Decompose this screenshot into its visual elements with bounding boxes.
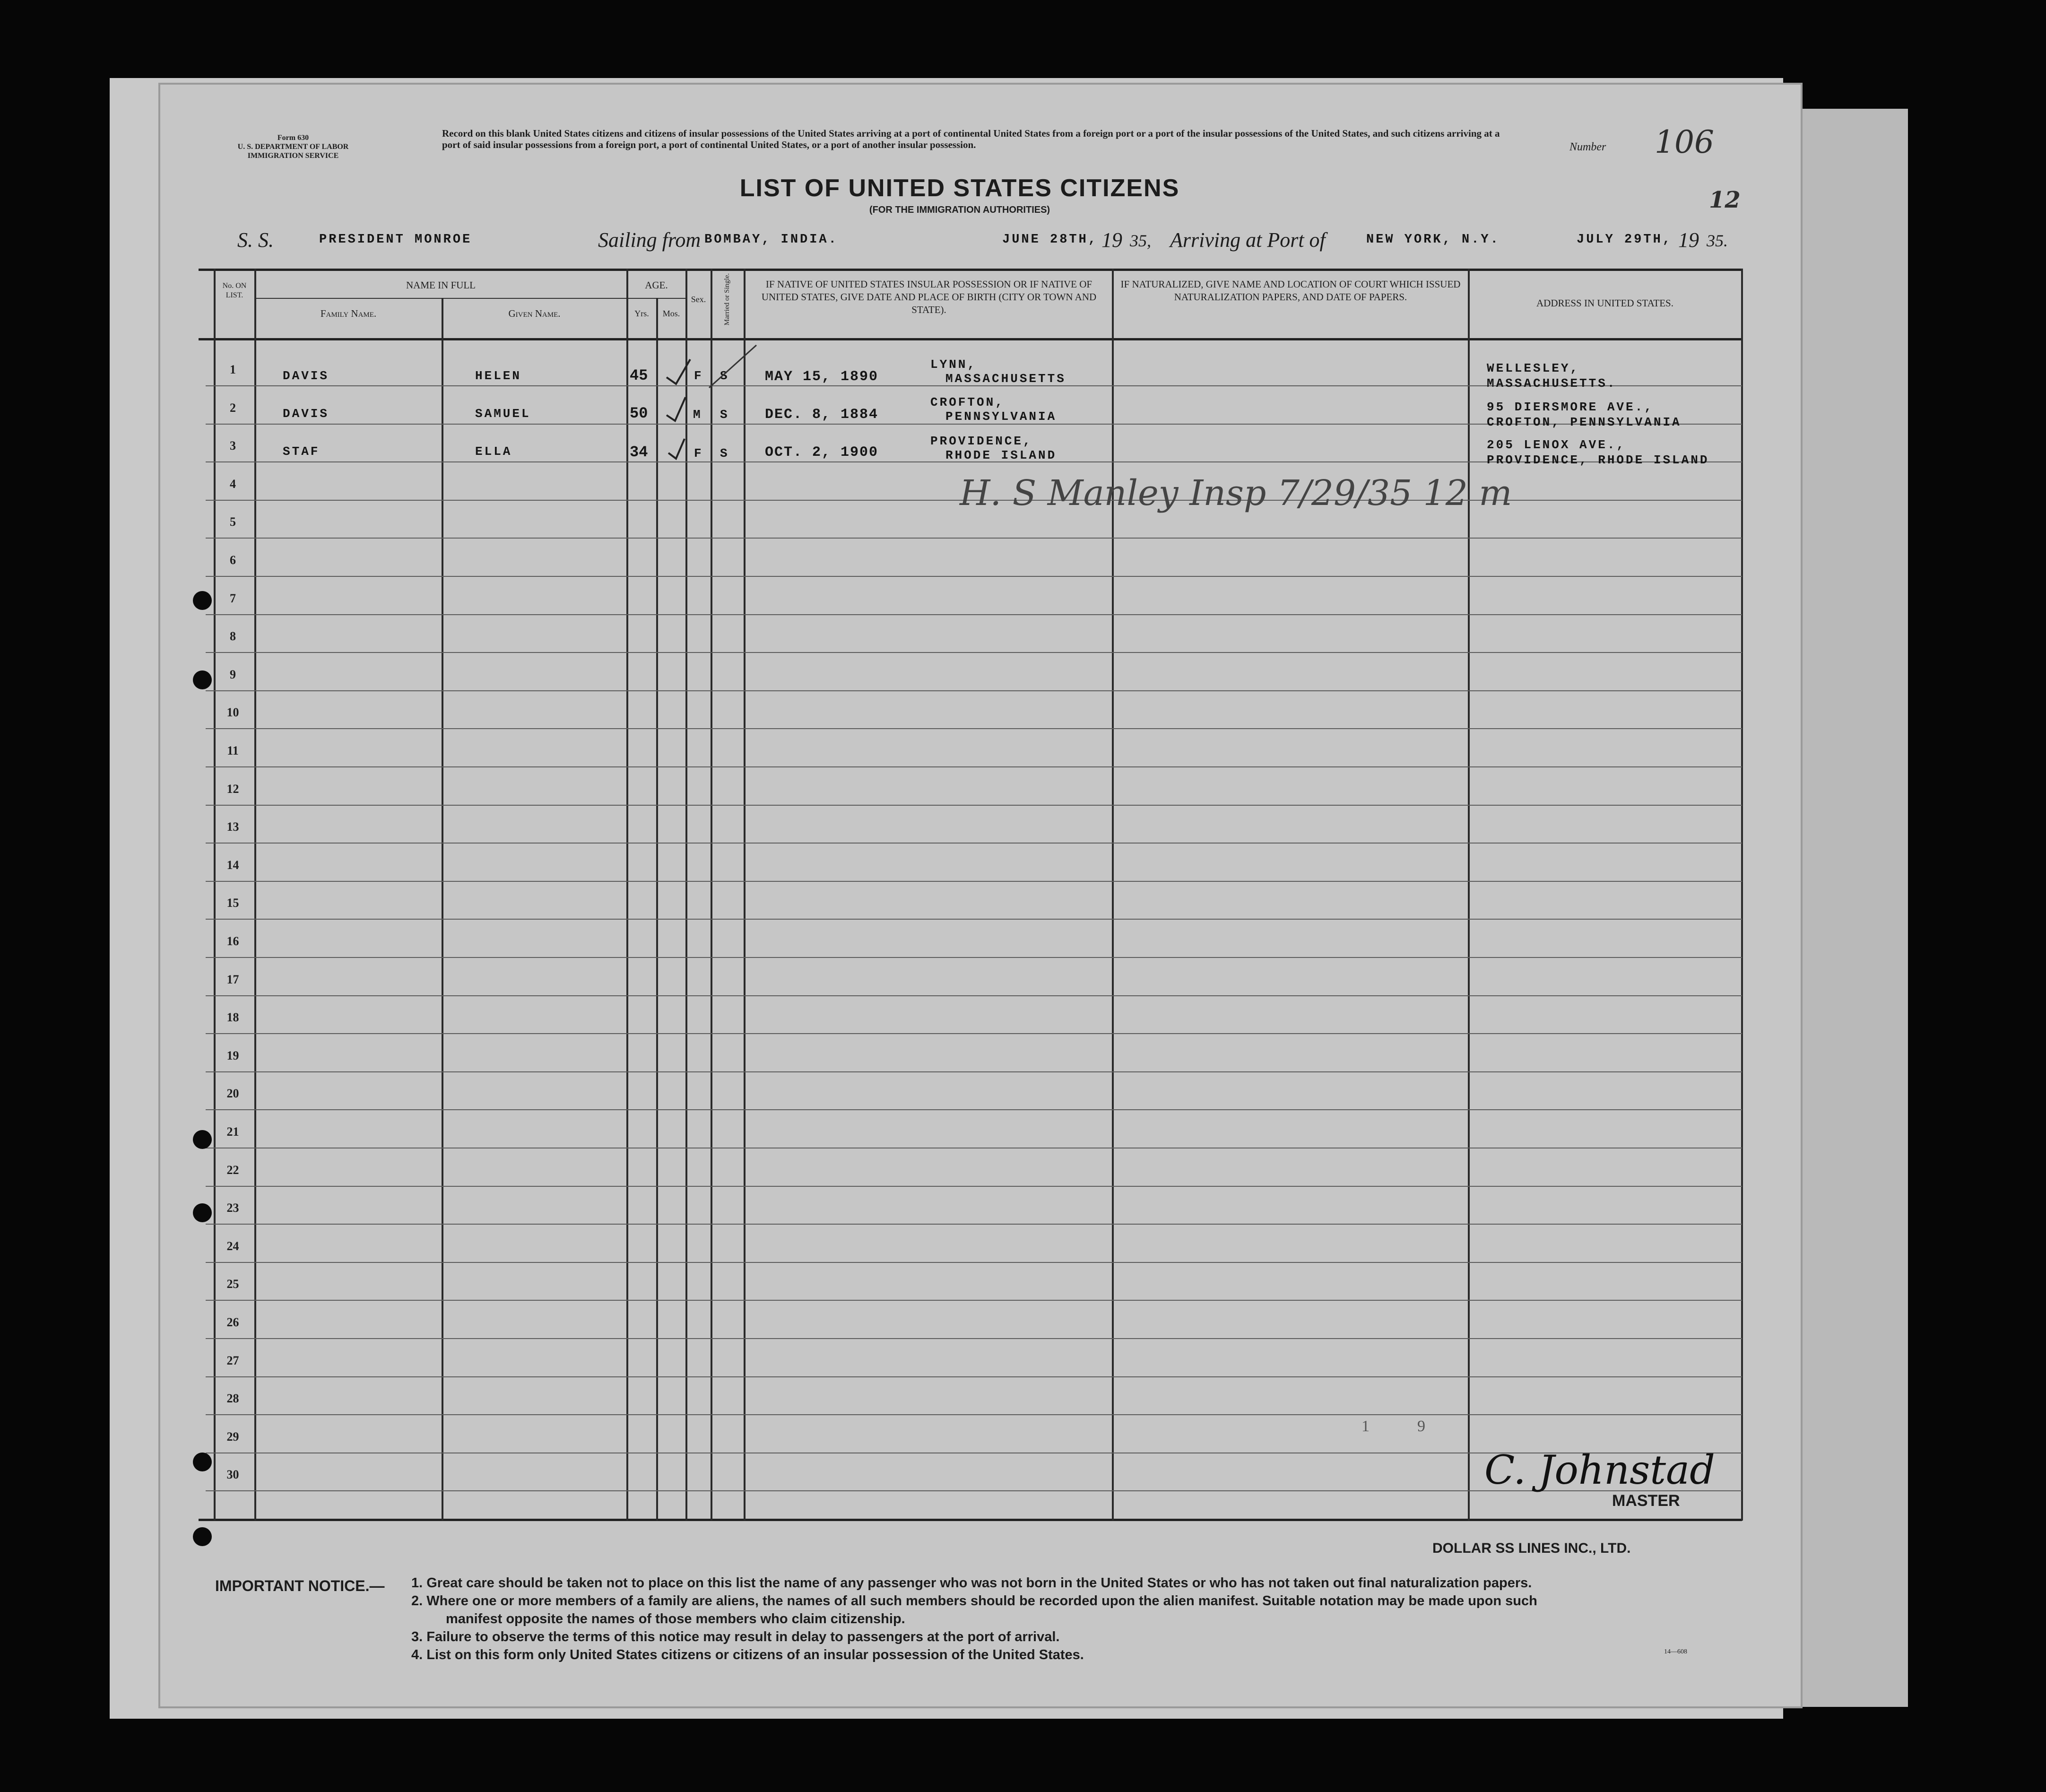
header-age: AGE. (645, 279, 668, 291)
header-address: ADDRESS IN UNITED STATES. (1536, 297, 1673, 309)
master-title: MASTER (1612, 1492, 1680, 1510)
row-number: 7 (230, 591, 236, 605)
binder-hole (193, 591, 212, 610)
binder-hole (193, 1527, 212, 1546)
table-bottom-border (199, 1519, 1742, 1521)
passenger-age-years: 45 (630, 367, 648, 384)
row-rule (206, 805, 1742, 806)
row-rule (206, 652, 1742, 653)
row-number: 12 (226, 782, 239, 796)
col-divider (254, 269, 256, 1521)
row-number: 1 (230, 363, 236, 376)
row-rule (206, 881, 1742, 882)
row-number: 21 (226, 1125, 239, 1139)
header-no-on-list: No. ON LIST. (222, 282, 247, 299)
passenger-given-name: SAMUEL (475, 407, 531, 421)
notice-item: 2. Where one or more members of a family are aliens, the names of all such members should be recorded upon the alien manifest. Suitable notation may be made upon such (411, 1593, 1537, 1609)
form-id-block (222, 133, 364, 160)
passenger-birth-state: RHODE ISLAND (945, 448, 1057, 462)
row-rule (206, 728, 1742, 729)
row-rule (206, 1376, 1742, 1377)
row-rule (206, 1224, 1742, 1225)
passenger-birth-state: PENNSYLVANIA (945, 409, 1057, 424)
row-number: 14 (226, 858, 239, 872)
row-number: 6 (230, 553, 236, 567)
inspector-annotation: H. S Manley Insp 7/29/35 12 m (960, 473, 1512, 513)
form-number: Form 630 (277, 134, 309, 142)
col-divider (626, 269, 628, 1521)
page-count-a: 1 (1361, 1418, 1370, 1435)
number-field (1569, 124, 1725, 160)
passenger-birth-state: MASSACHUSETTS (945, 372, 1066, 386)
number-label: Number (1569, 141, 1606, 153)
passenger-sex: F (694, 369, 703, 383)
row-number: 9 (230, 667, 236, 681)
passenger-birth-place: CROFTON, (930, 395, 1005, 409)
notice-item: 4. List on this form only United States citizens or citizens of an insular possession of the United States. (411, 1647, 1084, 1662)
row-rule (206, 1109, 1742, 1110)
row-number: 20 (226, 1087, 239, 1101)
arrive-year-prefix: 19 (1678, 228, 1699, 252)
table-header-divider (199, 338, 1742, 340)
voyage-line (232, 228, 1744, 256)
ss-label: S. S. (237, 228, 274, 252)
underlying-page-edge (1792, 109, 1908, 1707)
row-rule (206, 766, 1742, 767)
binder-hole (193, 1203, 212, 1222)
master-signature: C. Johnstad (1484, 1447, 1715, 1493)
row-rule (206, 843, 1742, 844)
row-rule (206, 995, 1742, 996)
notice-item: 3. Failure to observe the terms of this notice may result in delay to passengers at the port of arrival. (411, 1629, 1060, 1644)
row-number: 24 (226, 1239, 239, 1253)
port-to: NEW YORK, N.Y. (1366, 233, 1500, 247)
row-number: 23 (226, 1201, 239, 1215)
passenger-family-name: DAVIS (283, 369, 329, 383)
header-yrs: Yrs. (634, 309, 649, 318)
form-subtitle: (FOR THE IMMIGRATION AUTHORITIES) (869, 205, 1050, 215)
passenger-address-line1: 205 LENOX AVE., (1487, 438, 1626, 452)
row-number: 15 (226, 896, 239, 910)
table-top-border (199, 269, 1742, 271)
passenger-age-years: 50 (630, 405, 648, 422)
passenger-birth-place: PROVIDENCE, (930, 434, 1032, 448)
port-from: BOMBAY, INDIA. (704, 233, 838, 247)
row-number: 27 (226, 1353, 239, 1367)
header-married: Married or Single. (723, 273, 731, 326)
form-title: LIST OF UNITED STATES CITIZENS (739, 174, 1180, 202)
row-rule (206, 1338, 1742, 1339)
row-number: 5 (230, 515, 236, 529)
arrive-date: JULY 29TH, (1577, 233, 1673, 247)
passenger-sex: M (693, 408, 702, 422)
passenger-address-line2: MASSACHUSETTS. (1487, 376, 1617, 391)
row-number: 16 (226, 934, 239, 948)
col-divider (214, 269, 216, 1521)
passenger-birth-place: LYNN, (930, 357, 977, 372)
row-rule (206, 1300, 1742, 1301)
passenger-marital: S (720, 408, 729, 422)
row-rule (206, 614, 1742, 615)
passenger-address-line1: WELLESLEY, (1487, 361, 1580, 375)
passenger-marital: S (720, 446, 729, 461)
col-divider (656, 298, 658, 1521)
col-divider (1741, 269, 1743, 1521)
print-code: 14—608 (1664, 1648, 1687, 1655)
form-instructions: Record on this blank United States citizens and citizens of insular possessions of the United States arriving at a port of continental United States from a foreign port or a port of the insular possessions of the United States, and such citizens arriving at a port of said insular possessions from a foreign port, a port of continental United States, or a port of another insular possession. (442, 128, 1500, 150)
row-rule (206, 1071, 1742, 1072)
notice-label: IMPORTANT NOTICE.— (215, 1577, 385, 1594)
depart-year-prefix: 19 (1101, 228, 1122, 252)
page-count-b: 9 (1417, 1418, 1425, 1435)
sailing-label: Sailing from (598, 228, 701, 252)
row-rule (206, 1414, 1742, 1415)
row-number: 25 (226, 1277, 239, 1291)
header-sex: Sex. (691, 295, 706, 304)
row-rule (206, 919, 1742, 920)
row-rule (206, 690, 1742, 691)
arriving-label: Arriving at Port of (1170, 228, 1326, 252)
page-mark: 12 (1709, 187, 1741, 213)
depart-date: JUNE 28TH, (1002, 233, 1098, 247)
binder-hole (193, 1130, 212, 1149)
row-number: 3 (230, 439, 236, 453)
col-divider (1112, 269, 1114, 1521)
passenger-address-line2: PROVIDENCE, RHODE ISLAND (1487, 453, 1709, 467)
row-rule (206, 1186, 1742, 1187)
row-number: 13 (226, 820, 239, 834)
passenger-family-name: DAVIS (283, 407, 329, 421)
passenger-sex: F (694, 446, 703, 461)
row-number: 10 (226, 705, 239, 720)
passenger-given-name: HELEN (475, 369, 522, 383)
header-naturalized: IF NATURALIZED, GIVE NAME AND LOCATION OF COURT WHICH ISSUED NATURALIZATION PAPERS, AND DATE OF PAPERS. (1120, 278, 1461, 303)
check-marks (657, 340, 771, 463)
row-number: 30 (226, 1468, 239, 1482)
passenger-birth-date: DEC. 8, 1884 (765, 407, 879, 423)
header-mos: Mos. (662, 309, 680, 318)
row-number: 11 (227, 744, 239, 757)
passenger-marital: S (720, 369, 729, 383)
name-header-rule (255, 298, 626, 299)
row-number: 22 (226, 1163, 239, 1177)
binder-hole (193, 670, 212, 689)
passenger-address-line2: CROFTON, PENNSYLVANIA (1487, 415, 1682, 429)
depart-year: 35, (1130, 231, 1151, 250)
row-number: 18 (226, 1010, 239, 1025)
row-number: 8 (230, 629, 236, 644)
row-number: 4 (230, 477, 236, 491)
row-number: 2 (230, 400, 236, 415)
header-family-name: Family Name. (320, 308, 377, 319)
row-number: 19 (226, 1048, 239, 1062)
number-value: 106 (1655, 124, 1714, 160)
row-rule (206, 1262, 1742, 1263)
row-rule (206, 1033, 1742, 1034)
header-given-name: Given Name. (508, 308, 561, 319)
notice-item: manifest opposite the names of those members who claim citizenship. (446, 1611, 905, 1627)
ship-name: PRESIDENT MONROE (319, 233, 472, 247)
department: U. S. DEPARTMENT OF LABOR (237, 143, 349, 151)
row-number: 28 (226, 1392, 239, 1406)
row-number: 26 (226, 1315, 239, 1329)
row-rule (206, 576, 1742, 577)
passenger-family-name: STAF (283, 444, 320, 459)
row-rule (206, 538, 1742, 539)
passenger-given-name: ELLA (475, 444, 512, 459)
header-name-in-full: NAME IN FULL (406, 279, 476, 291)
col-divider (1468, 269, 1470, 1521)
company-name: DOLLAR SS LINES INC., LTD. (1432, 1540, 1631, 1556)
header-native: IF NATIVE OF UNITED STATES INSULAR POSSESSION OR IF NATIVE OF UNITED STATES, GIVE DATE AND PLACE OF BIRTH (CITY OR TOWN AND STATE). (761, 278, 1097, 315)
row-rule (206, 957, 1742, 958)
row-number: 17 (226, 972, 239, 986)
passenger-birth-date: MAY 15, 1890 (765, 369, 879, 385)
passenger-age-years: 34 (630, 444, 648, 461)
col-divider (442, 298, 443, 1521)
notice-item: 1. Great care should be taken not to place on this list the name of any passenger who was not born in the United States or who has not taken out final naturalization papers. (411, 1575, 1532, 1591)
passenger-birth-date: OCT. 2, 1900 (765, 444, 879, 461)
binder-hole (193, 1453, 212, 1471)
passenger-address-line1: 95 DIERSMORE AVE., (1487, 400, 1654, 414)
row-number: 29 (226, 1429, 239, 1444)
service: IMMIGRATION SERVICE (247, 152, 339, 160)
arrive-year: 35. (1707, 231, 1728, 250)
